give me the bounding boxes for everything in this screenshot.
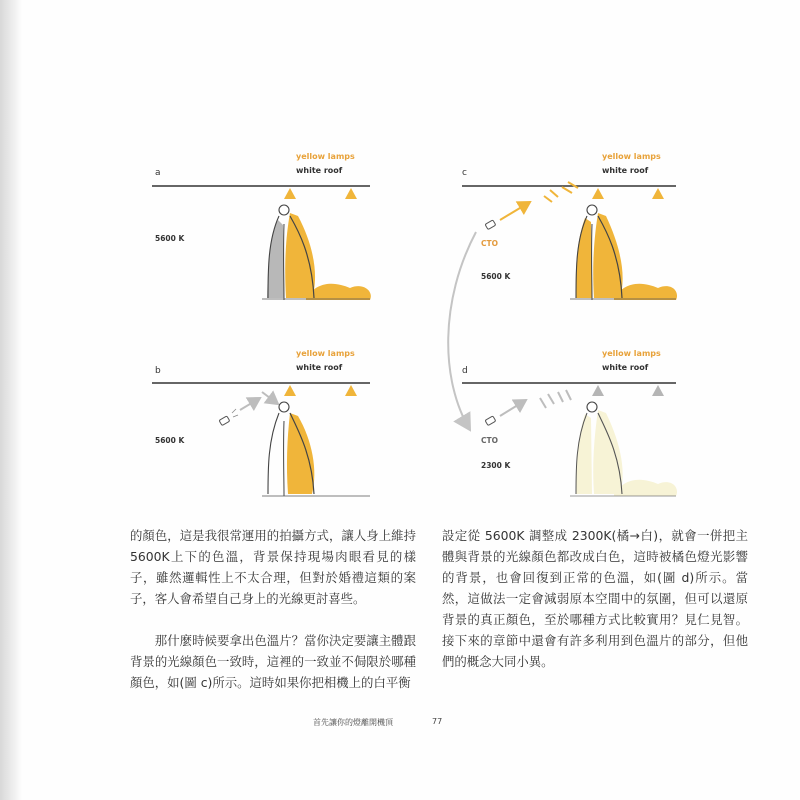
lamp-icon-c1 [592,188,604,199]
left-paragraph-2: 那什麼時候要拿出色溫片？當你決定要讓主體跟背景的光線顏色一致時，這裡的一致並不侷限於哪種顏色，如(圖 c)所示。這時如果你把相機上的白平衡 [130,633,416,690]
panel-letter-d: d [462,366,468,376]
white-roof-label-d: white roof [602,363,649,372]
temp-label-c: 5600 K [481,272,511,281]
lamp-icon-b1 [284,385,296,396]
transition-arrow-c-to-d [448,232,476,430]
white-roof-label-a: white roof [296,166,343,175]
page-number: 77 [432,717,443,726]
lamp-icon-d1 [592,385,604,396]
left-paragraph-1: 的顏色，這是我很常運用的拍攝方式，讓人身上維持5600K上下的色溫，背景保持現場肉眼看見的樣子，雖然邏輯性上不太合理，但對於婚禮這類的案子，客人會希望自己身上的光線更討喜些。 [130,528,416,606]
lamp-icon-c2 [652,188,664,199]
running-title: 首先讓你的燈離開機頂 [313,718,393,727]
yellow-lamps-label-c: yellow lamps [602,152,661,161]
cto-label-c: CTO [481,239,498,248]
subject-figure-b [262,402,370,496]
light-arrow-b2 [262,392,278,404]
yellow-lamps-label-a: yellow lamps [296,152,355,161]
right-paragraph-1: 設定從 5600K 調整成 2300K(橘→白)，就會一併把主體與背景的光線顏色都改成白色，這時被橘色燈光影響的背景，也會回復到正常的色溫，如(圖 d)所示。當然，這做法一定會減弱原本空間中的氛圍，但可以還原背景的真正顏色，至於哪種方式比較實用？見仁見智。接下來的章節中還會有許多利用到色溫片的部分，但他們的概念大同小異。 [442,528,748,669]
light-rays-d [540,390,571,408]
panel-c [448,152,677,430]
panel-d [462,349,677,496]
lamp-icon-a1 [284,188,296,199]
panel-letter-b: b [155,366,161,376]
left-text-column [130,525,416,714]
temp-label-b: 5600 K [155,436,185,445]
lamp-icon-b2 [345,385,357,396]
lamp-icon-a2 [345,188,357,199]
flash-icon-d [485,416,496,426]
cto-label-d: CTO [481,436,498,445]
panel-a [152,152,371,300]
right-text-column [442,525,748,693]
flash-icon-b [219,409,238,426]
light-arrow-b1 [240,398,260,410]
light-arrow-c1 [500,202,530,220]
subject-figure-c [570,205,677,300]
temp-label-a: 5600 K [155,234,185,243]
temp-label-d: 2300 K [481,461,511,470]
light-rays-c [544,182,578,202]
subject-figure-d [570,402,677,496]
white-roof-label-c: white roof [602,166,649,175]
lamp-icon-d2 [652,385,664,396]
yellow-lamps-label-d: yellow lamps [602,349,661,358]
light-arrow-d1 [500,400,526,416]
white-roof-label-b: white roof [296,363,343,372]
panel-b [152,349,370,496]
panel-letter-c: c [462,168,467,178]
panel-letter-a: a [155,168,161,178]
flash-icon-c [485,220,496,230]
subject-figure-a [262,205,371,300]
yellow-lamps-label-b: yellow lamps [296,349,355,358]
